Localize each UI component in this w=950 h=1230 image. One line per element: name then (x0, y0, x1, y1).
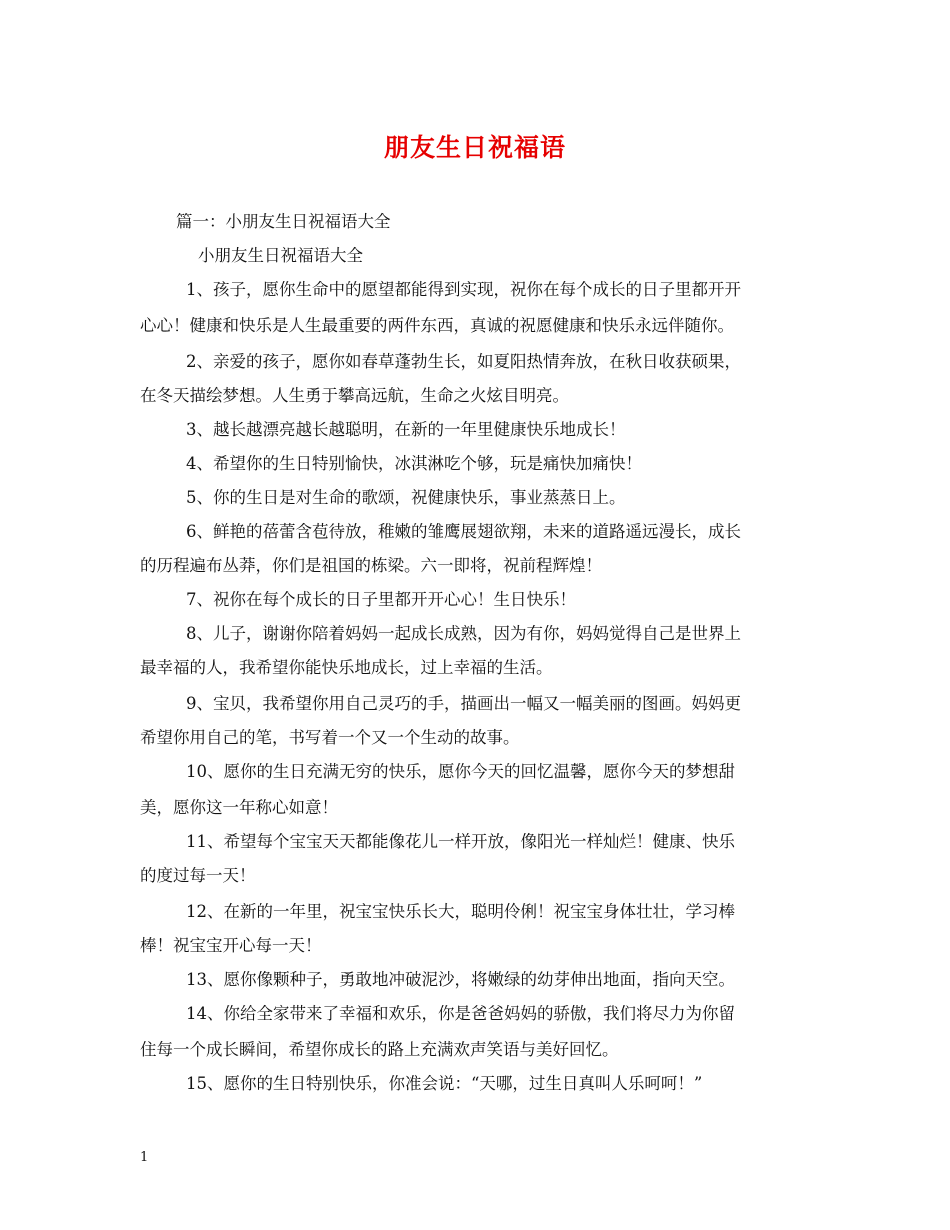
body-line: 1、孩子，愿你生命中的愿望都能得到实现，祝你在每个成长的日子里都开开 (186, 280, 741, 299)
body-line: 心心！健康和快乐是人生最重要的两件东西，真诚的祝愿健康和快乐永远伴随你。 (140, 316, 734, 335)
body-line: 14、你给全家带来了幸福和欢乐，你是爸爸妈妈的骄傲，我们将尽力为你留 (186, 1004, 735, 1023)
body-line: 11、希望每个宝宝天天都能像花儿一样开放，像阳光一样灿烂！健康、快乐 (186, 832, 735, 851)
subheading: 小朋友生日祝福语大全 (198, 246, 363, 265)
page-number: 1 (140, 1150, 149, 1165)
body-line: 2、亲爱的孩子，愿你如春草蓬勃生长，如夏阳热情奔放，在秋日收获硕果， (186, 352, 741, 371)
body-line: 7、祝你在每个成长的日子里都开开心心！生日快乐！ (186, 590, 576, 609)
body-line: 5、你的生日是对生命的歌颂，祝健康快乐，事业蒸蒸日上。 (186, 488, 626, 507)
body-line: 13、愿你像颗种子，勇敢地冲破泥沙，将嫩绿的幼芽伸出地面，指向天空。 (186, 970, 735, 989)
body-line: 9、宝贝，我希望你用自己灵巧的手，描画出一幅又一幅美丽的图画。妈妈更 (186, 694, 741, 713)
body-line: 4、希望你的生日特别愉快，冰淇淋吃个够，玩是痛快加痛快！ (186, 454, 642, 473)
body-line: 棒！祝宝宝开心每一天！ (140, 936, 322, 955)
body-line: 住每一个成长瞬间，希望你成长的路上充满欢声笑语与美好回忆。 (140, 1040, 619, 1059)
body-line: 最幸福的人，我希望你能快乐地成长，过上幸福的生活。 (140, 658, 553, 677)
body-line: 15、愿你的生日特别快乐，你准会说：“天哪，过生日真叫人乐呵呵！” (186, 1074, 703, 1093)
body-line: 12、在新的一年里，祝宝宝快乐长大，聪明伶俐！祝宝宝身体壮壮，学习棒 (186, 902, 735, 921)
body-line: 美，愿你这一年称心如意！ (140, 798, 338, 817)
body-line: 8、儿子，谢谢你陪着妈妈一起成长成熟，因为有你，妈妈觉得自己是世界上 (186, 624, 741, 643)
body-line: 的度过每一天！ (140, 866, 256, 885)
body-line: 希望你用自己的笔，书写着一个又一个生动的故事。 (140, 728, 520, 747)
body-line: 在冬天描绘梦想。人生勇于攀高远航，生命之火炫目明亮。 (140, 386, 569, 405)
body-line: 6、鲜艳的蓓蕾含苞待放，稚嫩的雏鹰展翅欲翔，未来的道路遥远漫长，成长 (186, 522, 741, 541)
document-title: 朋友生日祝福语 (383, 133, 566, 162)
body-line: 10、愿你的生日充满无穷的快乐，愿你今天的回忆温馨，愿你今天的梦想甜 (186, 762, 735, 781)
body-line: 3、越长越漂亮越长越聪明，在新的一年里健康快乐地成长！ (186, 420, 626, 439)
section-heading: 篇一：小朋友生日祝福语大全 (176, 212, 391, 231)
body-line: 的历程遍布丛莽，你们是祖国的栋梁。六一即将，祝前程辉煌！ (140, 556, 602, 575)
